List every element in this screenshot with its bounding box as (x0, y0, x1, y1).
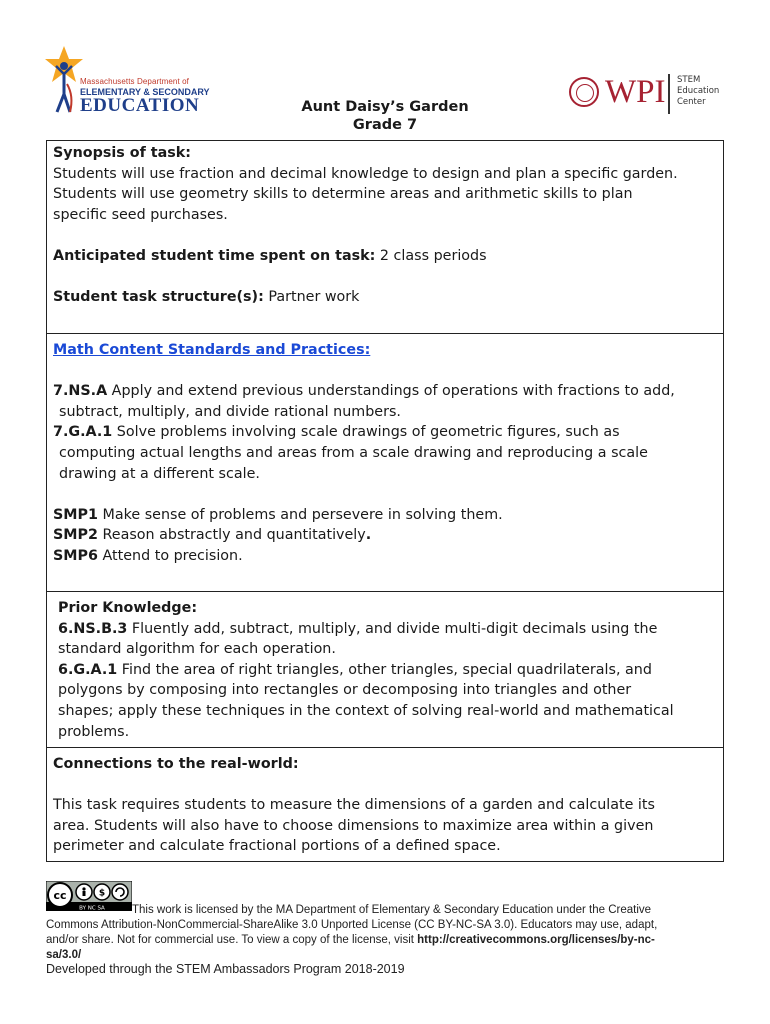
synopsis-line: specific seed purchases. (53, 206, 228, 223)
connections-line: perimeter and calculate fractional portions of a defined space. (53, 838, 501, 855)
logo-divider (668, 74, 670, 114)
prior-item (58, 660, 717, 681)
standard-item (53, 422, 717, 443)
standards-section (46, 333, 724, 592)
license-footer (46, 903, 726, 963)
task-title: Aunt Daisy’s Garden (301, 99, 469, 115)
license-url-cont[interactable]: sa/3.0/ (46, 949, 82, 961)
practice-item (53, 525, 717, 546)
prior-text-cont: problems. (58, 723, 130, 740)
prior-text-cont: standard algorithm for each operation. (58, 641, 336, 658)
grade-label: Grade 7 (352, 117, 418, 133)
synopsis-line: Students will use geometry skills to determine areas and arithmetic skills to plan (53, 186, 633, 203)
connections-section (46, 747, 724, 862)
standard-code: 7.G.A.1 (53, 424, 113, 441)
structure-label: Student task structure(s): (53, 289, 264, 306)
ma-logo-line1: Massachusetts Department of (80, 77, 189, 86)
practice-text: Make sense of problems and persevere in solving them. (97, 506, 503, 523)
practice-period: . (365, 527, 372, 544)
developed-note: Developed through the STEM Ambassadors Program 2018-2019 (46, 962, 405, 976)
practice-text: Attend to precision. (97, 547, 243, 564)
cc-badge-label: BY NC SA (79, 905, 105, 911)
prior-knowledge-section (46, 591, 724, 748)
practice-text: Reason abstractly and quantitatively (97, 527, 366, 544)
stem-line3: Center (677, 97, 706, 107)
svg-text:cc: cc (53, 889, 67, 902)
wpi-seal-icon (569, 77, 599, 107)
time-value: 2 class periods (375, 247, 487, 264)
standards-link[interactable]: Math Content Standards and Practices: (53, 342, 371, 358)
license-url[interactable]: http://creativecommons.org/licenses/by-nc- (417, 934, 655, 946)
prior-text: Fluently add, subtract, multiply, and divide multi-digit decimals using the (127, 620, 658, 637)
time-label: Anticipated student time spent on task: (53, 247, 376, 264)
wpi-stem-logo (567, 72, 727, 118)
ma-logo-line2: ELEMENTARY & SECONDARY (80, 87, 210, 97)
standard-code: 7.NS.A (53, 383, 108, 400)
practice-item (53, 505, 717, 526)
license-line: This work is licensed by the MA Department of Elementary & Secondary Education under the Creative (132, 904, 652, 916)
ma-logo-line3: EDUCATION (80, 95, 200, 116)
svg-text:$: $ (98, 888, 106, 899)
prior-code: 6.NS.B.3 (58, 620, 128, 637)
connections-line: area. Students will also have to choose dimensions to maximize area within a given (53, 817, 654, 834)
synopsis-heading: Synopsis of task: (53, 145, 191, 161)
standard-item (53, 381, 717, 402)
standard-text: Apply and extend previous understandings of operations with fractions to add, (107, 383, 675, 400)
standard-text-cont: computing actual lengths and areas from a scale drawing and reproducing a scale (59, 444, 648, 461)
practice-item (53, 546, 717, 567)
prior-heading: Prior Knowledge: (58, 600, 198, 616)
practice-code: SMP1 (53, 506, 98, 523)
prior-text-cont: polygons by composing into rectangles or decomposing into triangles and other (58, 682, 632, 699)
wpi-wordmark: WPI (605, 74, 666, 110)
connections-line: This task requires students to measure the dimensions of a garden and calculate its (53, 797, 655, 814)
prior-text: Find the area of right triangles, other triangles, special quadrilaterals, and (117, 661, 652, 678)
practice-code: SMP2 (53, 527, 98, 544)
standard-text: Solve problems involving scale drawings of geometric figures, such as (112, 424, 620, 441)
license-line: and/or share. Not for commercial use. To view a copy of the license, visit (46, 934, 418, 946)
stem-center-label (677, 75, 719, 108)
prior-item (58, 619, 717, 640)
structure-value: Partner work (263, 289, 360, 306)
stem-line1: STEM (677, 75, 701, 85)
standard-text-cont: subtract, multiply, and divide rational numbers. (59, 403, 401, 420)
time-row (53, 246, 717, 267)
synopsis-section (46, 140, 724, 334)
prior-text-cont: shapes; apply these techniques in the context of solving real-world and mathematical (58, 702, 674, 719)
prior-code: 6.G.A.1 (58, 661, 118, 678)
structure-row (53, 287, 717, 308)
license-line: Commons Attribution-NonCommercial-ShareAlike 3.0 Unported License (CC BY-NC-SA 3.0). Educators may use, adapt, (46, 919, 658, 931)
standard-text-cont: drawing at a different scale. (59, 465, 260, 482)
connections-heading: Connections to the real-world: (53, 756, 299, 772)
stem-line2: Education (677, 86, 720, 96)
synopsis-line: Students will use fraction and decimal knowledge to design and plan a specific garden. (53, 165, 678, 182)
practice-code: SMP6 (53, 547, 98, 564)
